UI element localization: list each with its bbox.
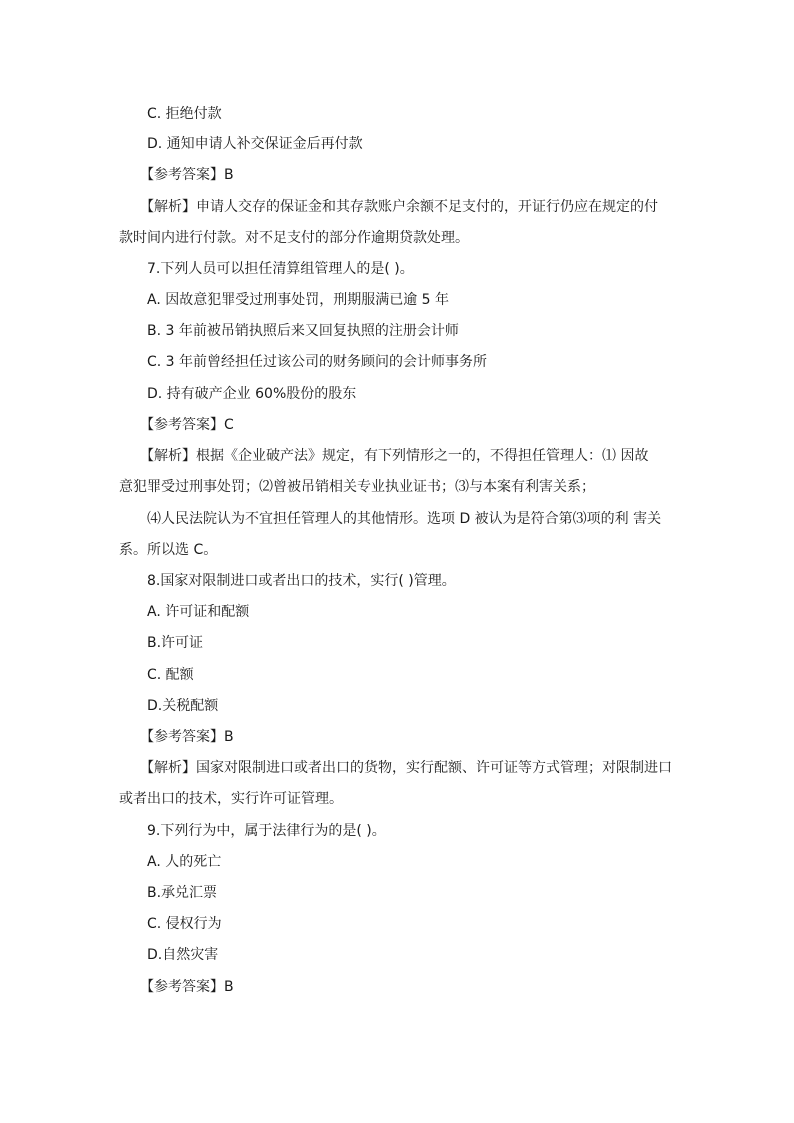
q8-option-c: C. 配额 — [147, 667, 194, 683]
q9-option-b: B.承兑汇票 — [147, 885, 218, 901]
q8-explanation-line-2: 或者出口的技术，实行许可证管理。 — [119, 791, 343, 807]
q9-option-d: D.自然灾害 — [147, 947, 219, 963]
q9-answer: 【参考答案】B — [140, 979, 234, 995]
q7-explanation-line-1: 【解析】根据《企业破产法》规定，有下列情形之一的，不得担任管理人：⑴ 因故 — [140, 448, 649, 464]
q8-option-a: A. 许可证和配额 — [147, 604, 250, 620]
q9-option-c: C. 侵权行为 — [147, 916, 222, 932]
q8-option-d: D.关税配额 — [147, 698, 219, 714]
q7-explanation-line-3: ⑷人民法院认为不宜担任管理人的其他情形。选项 D 被认为是符合第⑶项的利 害关 — [147, 511, 662, 527]
q9-question: 9.下列行为中，属于法律行为的是( )。 — [147, 823, 386, 839]
q6-option-d: D. 通知申请人补交保证金后再付款 — [147, 136, 363, 152]
q7-option-d: D. 持有破产企业 60%股份的股东 — [147, 386, 357, 402]
q7-option-c: C. 3 年前曾经担任过该公司的财务顾问的会计师事务所 — [147, 354, 488, 370]
q8-explanation-line-1: 【解析】国家对限制进口或者出口的货物，实行配额、许可证等方式管理；对限制进口 — [140, 760, 672, 776]
q7-answer: 【参考答案】C — [140, 417, 234, 433]
q6-explanation-line-2: 款时间内进行付款。对不足支付的部分作逾期贷款处理。 — [119, 230, 469, 246]
q7-option-b: B. 3 年前被吊销执照后来又回复执照的注册会计师 — [147, 323, 459, 339]
q6-option-c: C. 拒绝付款 — [147, 106, 222, 122]
q7-explanation-line-2: 意犯罪受过刑事处罚；⑵曾被吊销相关专业执业证书；⑶与本案有利害关系； — [119, 479, 595, 495]
q8-answer: 【参考答案】B — [140, 729, 234, 745]
q6-answer: 【参考答案】B — [140, 167, 234, 183]
q7-question: 7.下列人员可以担任清算组管理人的是( )。 — [147, 261, 414, 277]
q9-option-a: A. 人的死亡 — [147, 854, 222, 870]
q8-question: 8.国家对限制进口或者出口的技术，实行( )管理。 — [147, 573, 456, 589]
q7-option-a: A. 因故意犯罪受过刑事处罚，刑期服满已逾 5 年 — [147, 292, 450, 308]
q8-option-b: B.许可证 — [147, 635, 204, 651]
q6-explanation-line-1: 【解析】申请人交存的保证金和其存款账户余额不足支付的，开证行仍应在规定的付 — [140, 199, 658, 215]
q7-explanation-line-4: 系。所以选 C。 — [119, 542, 218, 558]
